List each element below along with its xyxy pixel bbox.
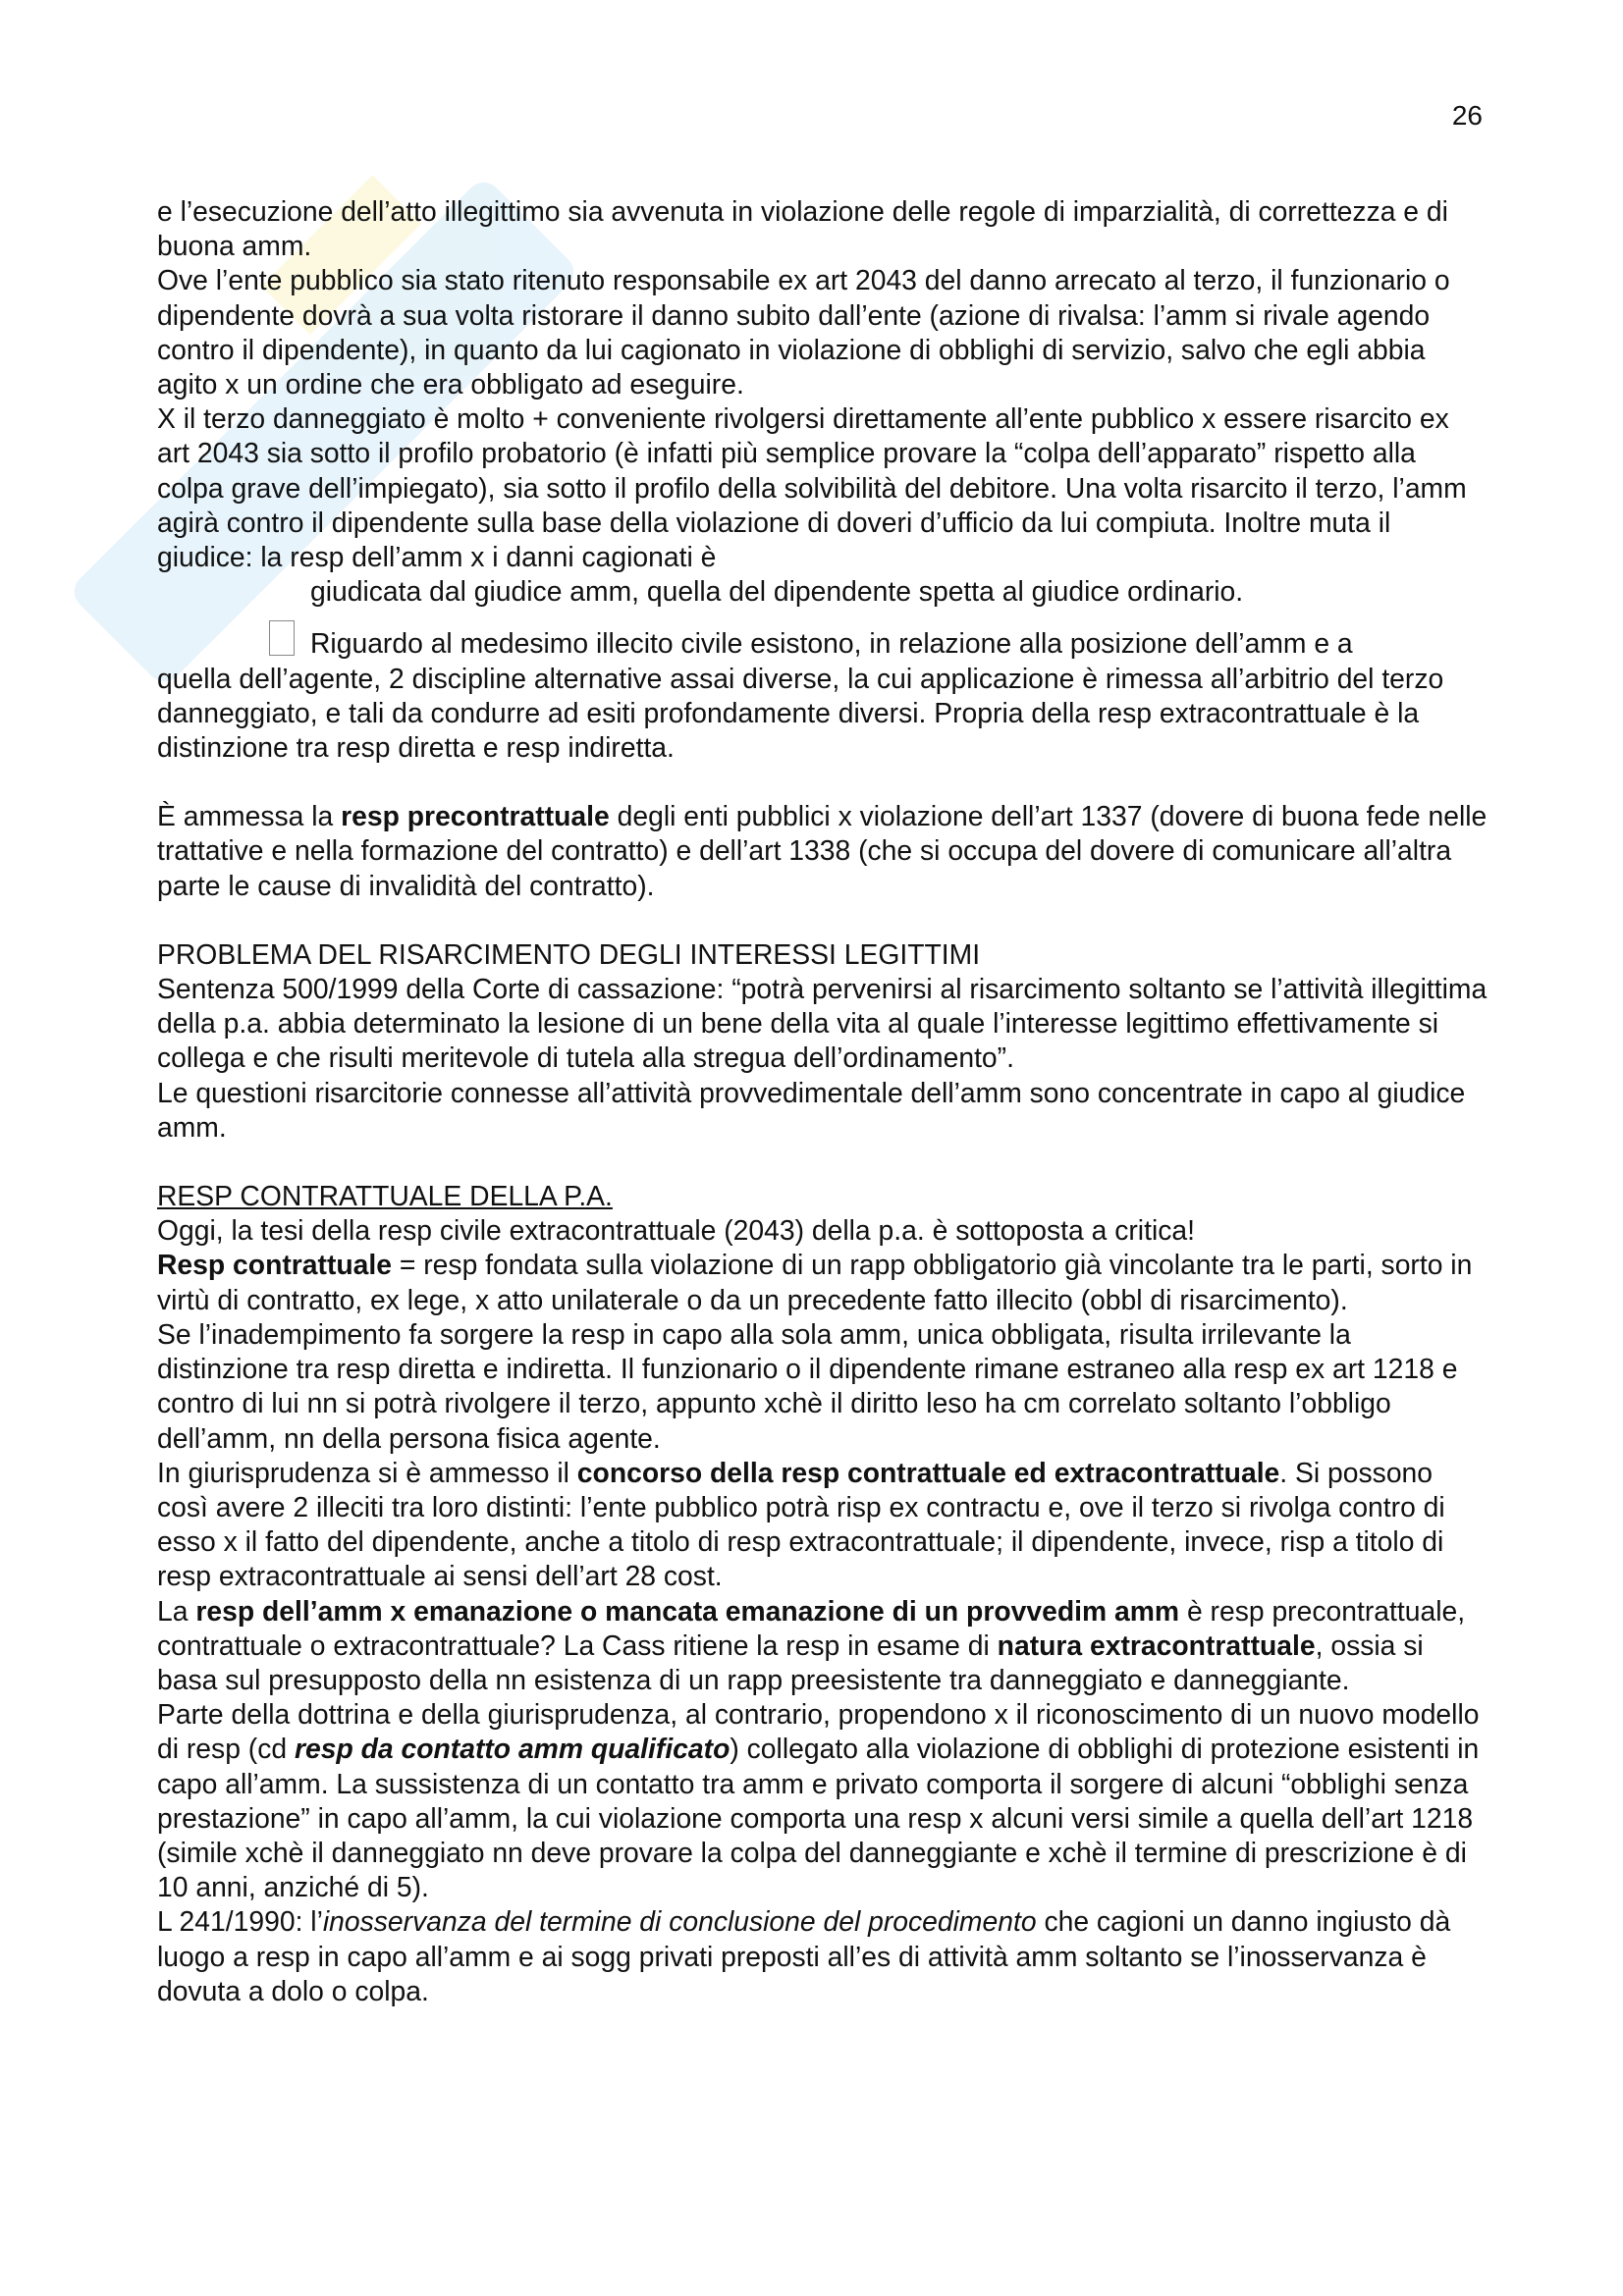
bold-term: resp precontrattuale bbox=[341, 800, 610, 832]
paragraph: Oggi, la tesi della resp civile extracontrattuale (2043) della p.a. è sottoposta a critica! bbox=[157, 1214, 1195, 1247]
paragraph: È ammessa la resp precontrattuale degli enti pubblici x violazione dell’art 1337 (dovere di buona fede nelle trattative e nella formazione del contratto) e dell’art 1338 (che si occupa del dovere di comunicare all’altra parte le cause di invalidità del contratto). bbox=[157, 800, 1488, 901]
document-body bbox=[157, 194, 1488, 2008]
paragraph: La resp dell’amm x emanazione o mancata emanazione di un provvedim amm è resp precontrattuale, contrattuale o extracontrattuale? La Cass ritiene la resp in esame di natura extracontrattuale, ossia si basa sul presupposto della nn esistenza di un rapp preesistente tra danneggiato e danneggiante. bbox=[157, 1594, 1466, 1695]
paragraph: X il terzo danneggiato è molto + conveniente rivolgersi direttamente all’ente pubblico x essere risarcito ex art 2043 sia sotto il profilo probatorio (è infatti più semplice provare la “colpa dell’apparato” rispetto alla colpa grave dell’impiegato), sia sotto il profilo della solvibilità del debitore. Una volta risarcito il terzo, l’amm agirà contro il dipendente sulla base della violazione di doveri d’ufficio da lui compiuta. Inoltre muta il giudice: la resp dell’amm x i danni cagionati è bbox=[157, 402, 1467, 573]
section-heading: PROBLEMA DEL RISARCIMENTO DEGLI INTERESSI LEGITTIMI bbox=[157, 937, 981, 970]
paragraph: L 241/1990: l’inosservanza del termine di conclusione del procedimento che cagioni un danno ingiusto dà luogo a resp in capo all’amm e ai sogg privati preposti all’es di attività amm soltanto se l’inosservanza è dovuta a dolo o colpa. bbox=[157, 1905, 1451, 2006]
bold-term: resp dell’amm x emanazione o mancata emanazione di un provvedim amm bbox=[195, 1594, 1180, 1627]
paragraph: Parte della dottrina e della giurisprudenza, al contrario, propendono x il riconoscimento di un nuovo modello di resp (cd resp da contatto amm qualificato) collegato alla violazione di obblighi di protezione esistenti in capo all’amm. La sussistenza di un contatto tra amm e privato comporta il sorgere di alcuni “obblighi senza prestazione” in capo all’amm, la cui violazione comporta una resp x alcuni versi simile a quella dell’art 1218 (simile xchè il danneggiato nn deve provare la colpa del danneggiante e xchè il termine di prescrizione è di 10 anni, anziché di 5). bbox=[157, 1698, 1480, 1903]
bold-term: natura extracontrattuale bbox=[997, 1629, 1316, 1661]
italic-term: inosservanza del termine di conclusione del procedimento bbox=[322, 1905, 1037, 1938]
paragraph: Se l’inadempimento fa sorgere la resp in capo alla sola amm, unica obbligata, risulta irrilevante la distinzione tra resp diretta e indiretta. Il funzionario o il dipendente rimane estraneo alla resp ex art 1218 e contro di lui nn si potrà rivolgere il terzo, appunto xchè il diritto leso ha cm correlato soltanto l’obbligo dell’amm, nn della persona fisica agente. bbox=[157, 1317, 1458, 1454]
bold-italic-term: resp da contatto amm qualificato bbox=[294, 1733, 730, 1765]
bold-term: concorso della resp contrattuale ed extracontrattuale bbox=[576, 1456, 1280, 1488]
paragraph: e l’esecuzione dell’atto illegittimo sia avvenuta in violazione delle regole di imparzialità, di correttezza e di buona amm. bbox=[157, 195, 1448, 262]
paragraph: In giurisprudenza si è ammesso il concorso della resp contrattuale ed extracontrattuale. Si possono così avere 2 illeciti tra loro distinti: l’ente pubblico potrà risp ex contractu e, ove il terzo si rivolga contro di esso x il fatto del dipendente, anche a titolo di resp extracontrattuale; il dipendente, invece, risp a titolo di resp extracontrattuale ai sensi dell’art 28 cost. bbox=[157, 1456, 1445, 1592]
paragraph: quella dell’agente, 2 discipline alternative assai diverse, la cui applicazione è rimessa all’arbitrio del terzo danneggiato, e tali da condurre ad esiti profondamente diversi. Propria della resp extracontrattuale è la distinzione tra resp diretta e resp indiretta. bbox=[157, 662, 1444, 764]
paragraph: Sentenza 500/1999 della Corte di cassazione: “potrà pervenirsi al risarcimento soltanto se l’attività illegittima della p.a. abbia determinato la lesione di un bene della vita al quale l’interesse legittimo effettivamente si collega e che risulti meritevole di tutela alla stregua dell’ordinamento”. bbox=[157, 973, 1488, 1074]
page-number: 26 bbox=[1451, 100, 1483, 131]
section-heading-underlined: RESP CONTRATTUALE DELLA P.A. bbox=[157, 1180, 613, 1212]
bullet-box-icon bbox=[269, 620, 295, 656]
bullet-paragraph bbox=[157, 626, 1488, 661]
paragraph-continuation: giudicata dal giudice amm, quella del dipendente spetta al giudice ordinario. bbox=[310, 575, 1244, 608]
bullet-text: Riguardo al medesimo illecito civile esistono, in relazione alla posizione dell’amm e a bbox=[310, 627, 1353, 660]
bold-term: Resp contrattuale bbox=[157, 1249, 393, 1281]
paragraph: Le questioni risarcitorie connesse all’attività provvedimentale dell’amm sono concentrate in capo al giudice amm. bbox=[157, 1076, 1466, 1143]
paragraph: Ove l’ente pubblico sia stato ritenuto responsabile ex art 2043 del danno arrecato al terzo, il funzionario o dipendente dovrà a sua volta ristorare il danno subito dall’ente (azione di rivalsa: l’amm si rivale agendo contro il dipendente), in quanto da lui cagionato in violazione di obblighi di servizio, salvo che egli abbia agito x un ordine che era obbligato ad eseguire. bbox=[157, 264, 1450, 400]
paragraph: Resp contrattuale = resp fondata sulla violazione di un rapp obbligatorio già vincolante tra le parti, sorto in virtù di contratto, ex lege, x atto unilaterale o da un precedente fatto illecito (obbl di risarcimento). bbox=[157, 1249, 1473, 1315]
